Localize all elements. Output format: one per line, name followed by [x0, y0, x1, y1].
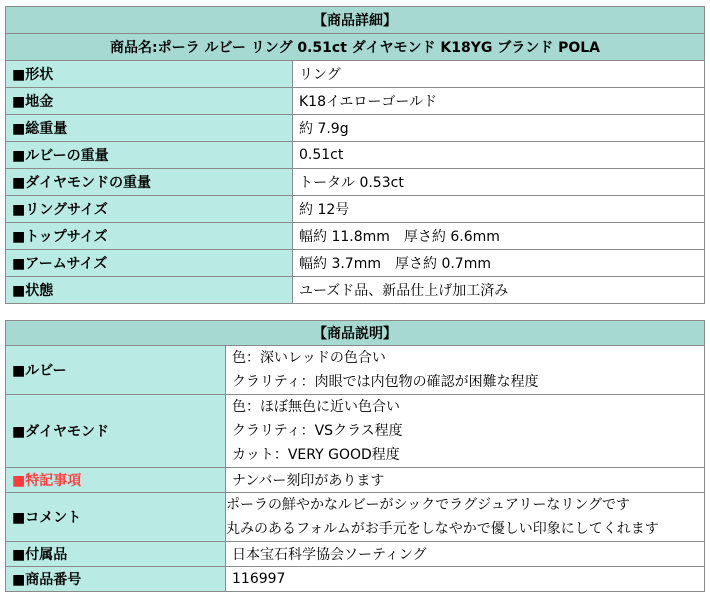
desc-row-accessories: [6, 542, 705, 567]
detail-label: ■状態: [6, 277, 293, 304]
desc-row-special: [6, 468, 705, 493]
detail-row-shape: [6, 61, 705, 88]
detail-row-total-weight: [6, 115, 705, 142]
detail-value: 約 12号: [293, 196, 705, 223]
desc-label-product-number: ■商品番号: [6, 567, 226, 592]
detail-label: ■アームサイズ: [6, 250, 293, 277]
product-name: 商品名:ポーラ ルビー リング 0.51ct ダイヤモンド K18YG ブランド POLA: [6, 34, 705, 61]
detail-row-ring-size: [6, 196, 705, 223]
detail-label: ■ダイヤモンドの重量: [6, 169, 293, 196]
ruby-clarity-line: クラリティ：肉眼では内包物の確認が困難な程度: [232, 374, 539, 390]
desc-label-comment: ■コメント: [6, 493, 226, 542]
detail-label: ■地金: [6, 88, 293, 115]
detail-value: トータル 0.53ct: [293, 169, 705, 196]
desc-row-product-number: [6, 567, 705, 592]
desc-row-diamond: [6, 395, 705, 468]
desc-value-diamond: [226, 395, 705, 468]
comment-line-1: ポーラの鮮やかなルビーがシックでラグジュアリーなリングです: [226, 497, 631, 513]
desc-label-diamond: ■ダイヤモンド: [6, 395, 226, 468]
product-description-table: [5, 320, 705, 592]
detail-row-top-size: [6, 223, 705, 250]
desc-value-product-number: 116997: [226, 567, 705, 592]
detail-label: ■トップサイズ: [6, 223, 293, 250]
desc-value-accessories: 日本宝石科学協会ソーティング: [226, 542, 705, 567]
detail-label: ■総重量: [6, 115, 293, 142]
desc-row-comment: [6, 493, 705, 542]
detail-row-condition: [6, 277, 705, 304]
desc-row-ruby: [6, 346, 705, 395]
detail-value: 0.51ct: [293, 142, 705, 169]
detail-value: 約 7.9g: [293, 115, 705, 142]
detail-value: リング: [293, 61, 705, 88]
desc-value-ruby: [226, 346, 705, 395]
detail-value: K18イエローゴールド: [293, 88, 705, 115]
detail-value: 幅約 3.7mm 厚さ約 0.7mm: [293, 250, 705, 277]
detail-row-arm-size: [6, 250, 705, 277]
product-details-table: [5, 6, 705, 304]
description-header: 【商品説明】: [6, 321, 705, 346]
product-name-row: [6, 34, 705, 61]
desc-label-accessories: ■付属品: [6, 542, 226, 567]
details-header: 【商品詳細】: [6, 7, 705, 34]
desc-label-ruby: ■ルビー: [6, 346, 226, 395]
detail-label: ■リングサイズ: [6, 196, 293, 223]
diamond-clarity-line: クラリティ：VSクラス程度: [232, 423, 403, 439]
diamond-color-line: 色：ほぼ無色に近い色合い: [232, 399, 400, 415]
detail-row-ruby-weight: [6, 142, 705, 169]
comment-line-2: 丸みのあるフォルムがお手元をしなやかで優しい印象にしてくれます: [226, 521, 659, 537]
detail-value: ユーズド品、新品仕上げ加工済み: [293, 277, 705, 304]
detail-label: ■形状: [6, 61, 293, 88]
details-header-row: [6, 7, 705, 34]
desc-label-special: ■特記事項: [6, 468, 226, 493]
detail-row-diamond-weight: [6, 169, 705, 196]
detail-label: ■ルビーの重量: [6, 142, 293, 169]
desc-value-comment: [226, 493, 705, 542]
ruby-color-line: 色：深いレッドの色合い: [232, 350, 386, 366]
description-header-row: [6, 321, 705, 346]
desc-value-special: ナンバー刻印があります: [226, 468, 705, 493]
detail-row-metal: [6, 88, 705, 115]
diamond-cut-line: カット：VERY GOOD程度: [232, 447, 400, 463]
detail-value: 幅約 11.8mm 厚さ約 6.6mm: [293, 223, 705, 250]
